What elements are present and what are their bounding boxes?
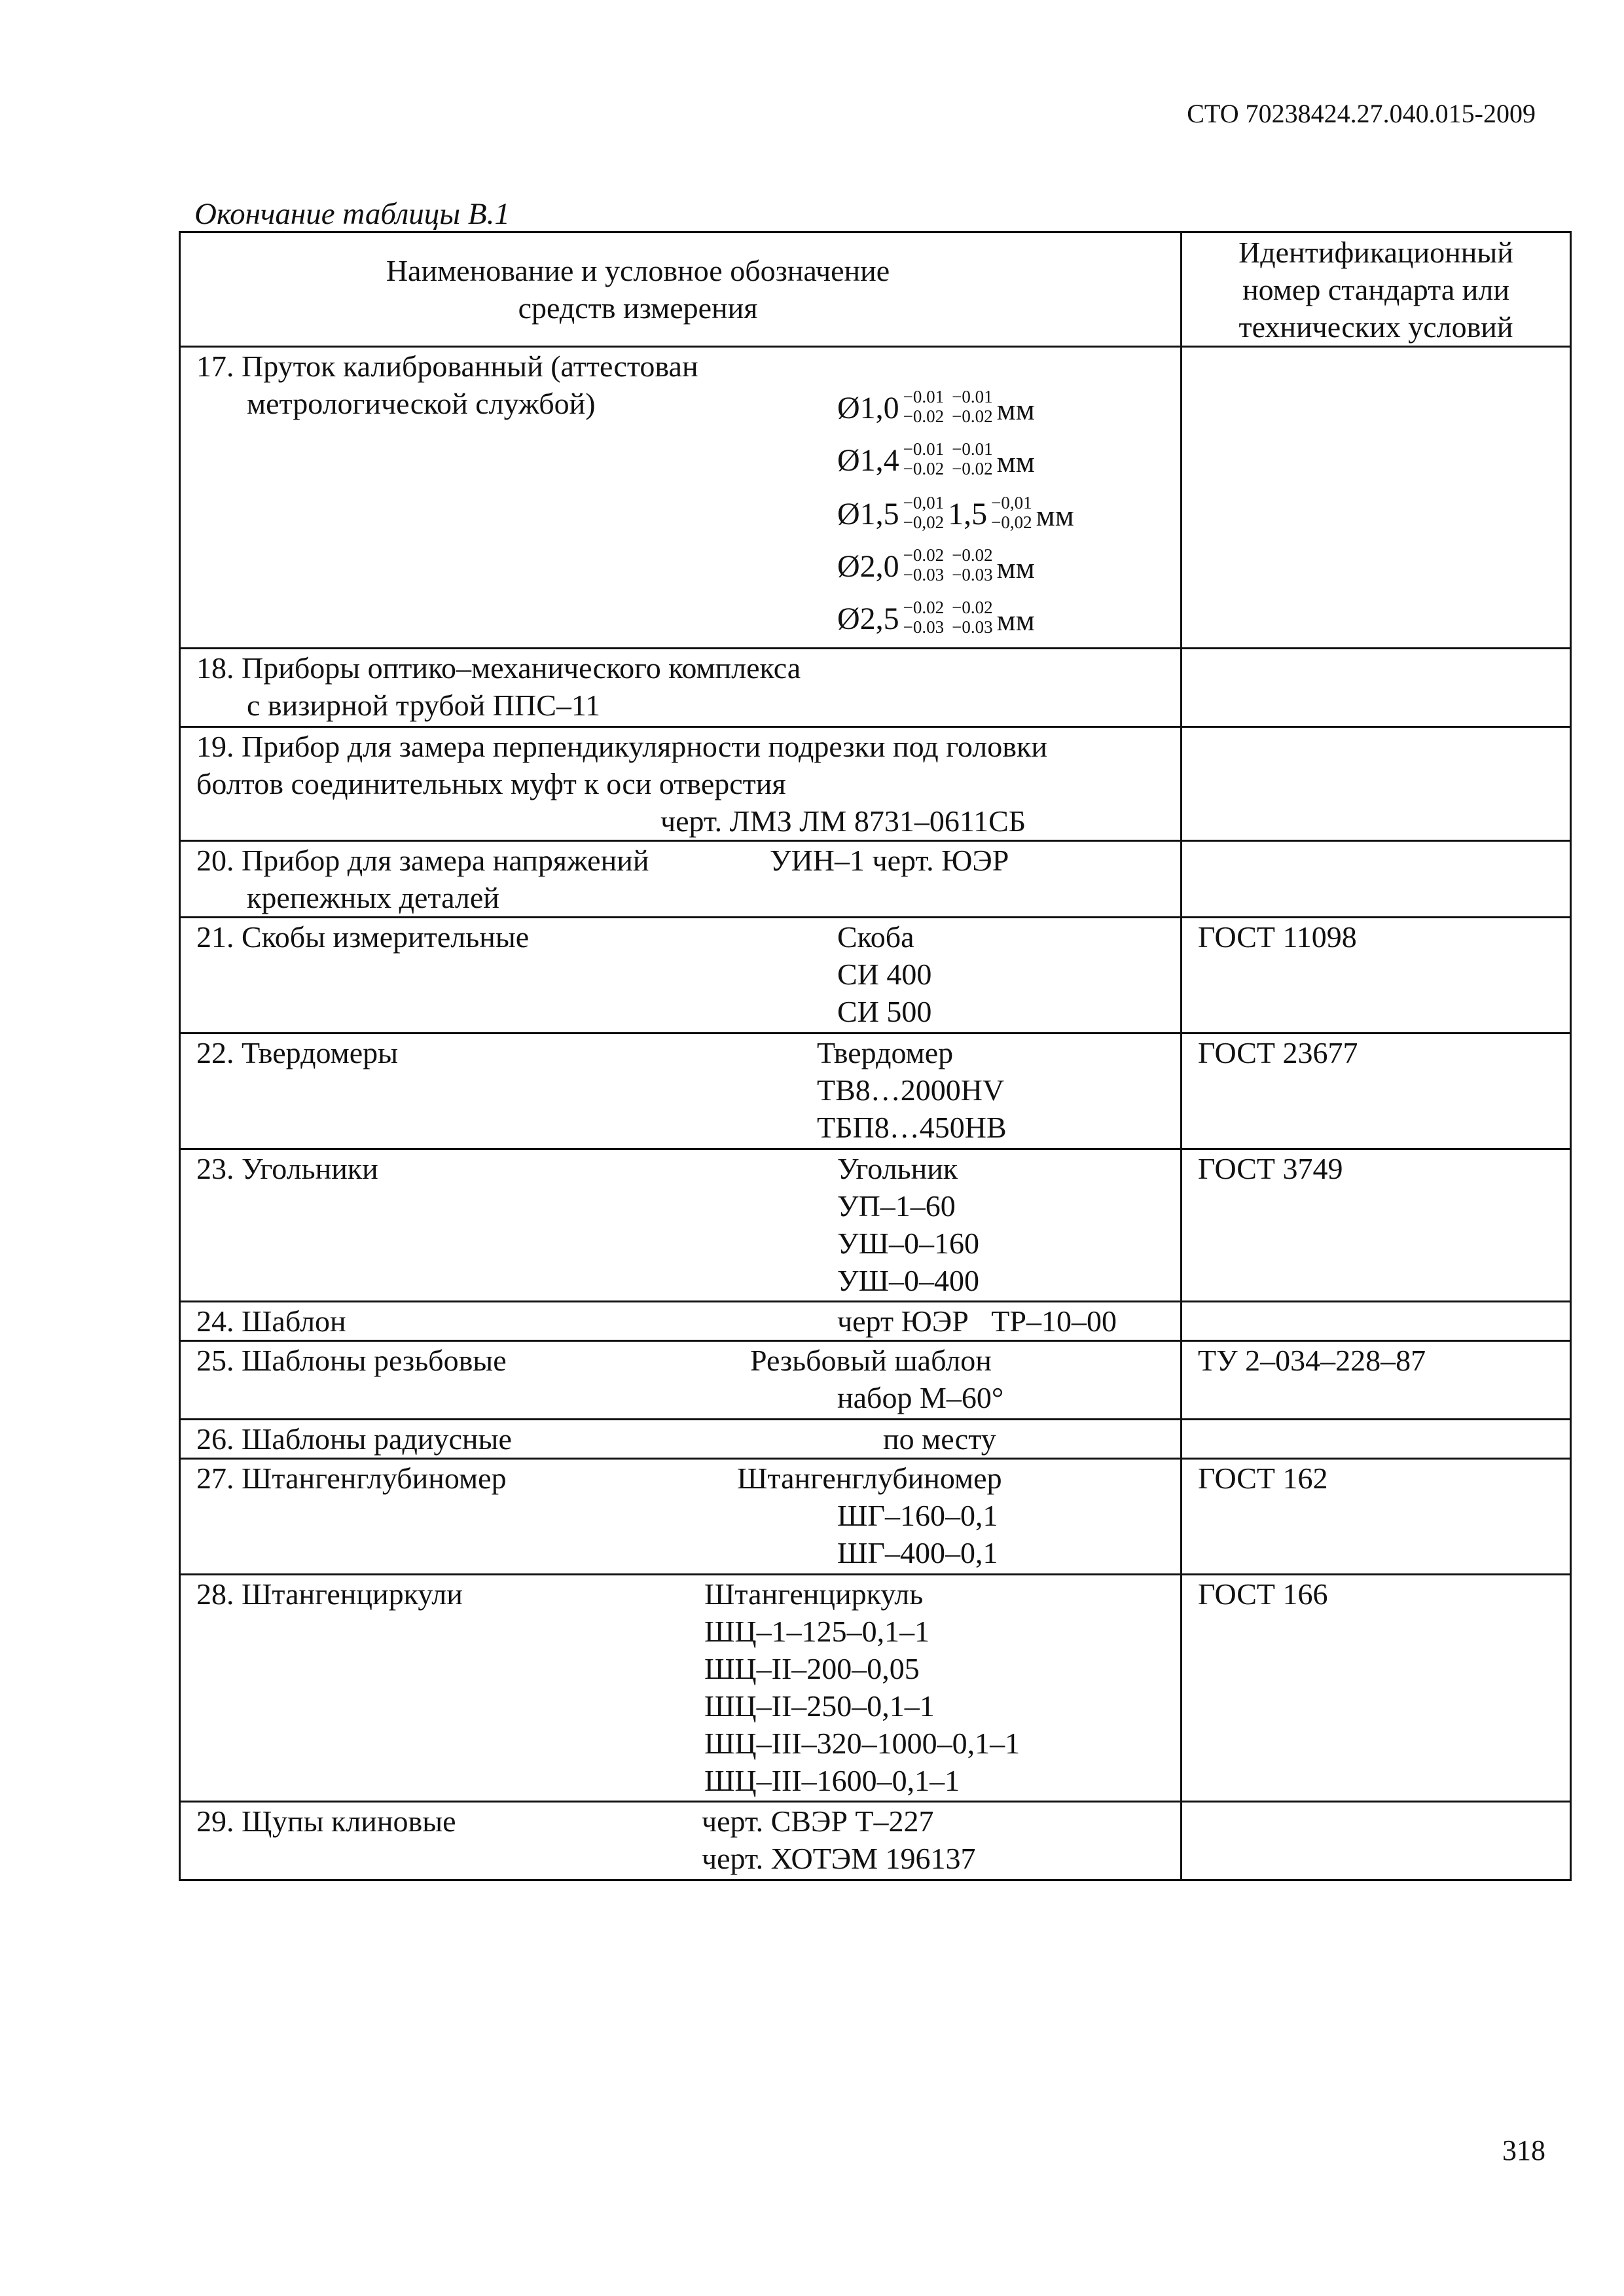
tol-upper: −0.02 xyxy=(903,545,945,565)
model-line: ШГ–160–0,1 xyxy=(837,1499,998,1532)
tool-name: 20. Прибор для замера напряжений xyxy=(196,844,649,877)
model-line: УП–1–60 xyxy=(837,1189,956,1223)
table-row xyxy=(180,1575,1571,1802)
tol-lower: −0.02 xyxy=(903,406,945,426)
model-line: ТВ8…2000HV xyxy=(817,1073,1005,1107)
table-row xyxy=(180,727,1571,841)
header-tool-name xyxy=(180,232,1182,347)
tolerance xyxy=(952,387,992,426)
tol-lower: −0.02 xyxy=(903,459,945,478)
tool-name: 22. Твердомеры xyxy=(196,1036,399,1069)
header-standard-id xyxy=(1182,232,1571,347)
model-line: Штангенглубиномер xyxy=(737,1462,1002,1495)
tool-cell xyxy=(180,1033,1182,1149)
model-line: ШГ–400–0,1 xyxy=(837,1536,998,1570)
header-line: номер стандарта или xyxy=(1242,272,1509,306)
tool-model: УИН–1 черт. ЮЭР xyxy=(770,844,1009,877)
tol-upper: −0,01 xyxy=(903,493,945,512)
tool-models xyxy=(704,1575,1020,1799)
diameter-line xyxy=(837,380,1035,433)
standard-cell: ГОСТ 162 xyxy=(1182,1459,1571,1575)
tool-cell xyxy=(180,841,1182,918)
tool-models xyxy=(817,1034,1007,1146)
tolerance xyxy=(903,598,944,637)
standard-cell xyxy=(1182,1420,1571,1459)
table-row xyxy=(180,1802,1571,1880)
model-line: ШЦ–II–250–0,1–1 xyxy=(704,1689,935,1723)
table-row xyxy=(180,1149,1571,1302)
model-line: УШ–0–400 xyxy=(837,1264,979,1297)
unit: мм xyxy=(996,393,1035,426)
tool-name: 17. Пруток калиброванный (аттестован xyxy=(196,350,698,383)
header-line: Наименование и условное обозначение xyxy=(386,254,890,287)
unit: мм xyxy=(996,445,1035,478)
standard-cell xyxy=(1182,649,1571,727)
diameter-line xyxy=(837,591,1035,643)
tol-lower: −0.03 xyxy=(952,565,993,584)
tol-lower: −0.03 xyxy=(903,617,945,637)
tool-name: 21. Скобы измерительные xyxy=(196,920,530,954)
tol-lower: −0.02 xyxy=(952,406,993,426)
tolerance xyxy=(903,387,944,426)
tool-name-cont: с визирной трубой ППС–11 xyxy=(247,689,601,722)
standard-cell xyxy=(1182,727,1571,841)
standard-cell xyxy=(1182,1802,1571,1880)
tol-upper: −0.01 xyxy=(952,439,993,459)
tolerance xyxy=(952,598,992,637)
model-line: черт ЮЭР ТР–10–00 xyxy=(837,1304,1117,1338)
table-header-row xyxy=(180,232,1571,347)
standard-cell: ГОСТ 166 xyxy=(1182,1575,1571,1802)
measurement-tools-table xyxy=(179,231,1572,1881)
model-line: УШ–0–160 xyxy=(837,1227,979,1260)
tool-name: 28. Штангенциркули xyxy=(196,1577,463,1611)
tol-lower: −0.03 xyxy=(952,617,993,637)
model-line: Угольник xyxy=(837,1152,958,1185)
tool-name-cont: крепежных деталей xyxy=(247,881,499,914)
tool-models xyxy=(837,1150,979,1299)
tool-models xyxy=(737,1460,1002,1497)
tool-name: 24. Шаблон xyxy=(196,1304,346,1338)
tool-cell xyxy=(180,1149,1182,1302)
tool-name: 29. Щупы клиновые xyxy=(196,1804,456,1838)
table-caption: Окончание таблицы В.1 xyxy=(194,197,510,231)
tolerance xyxy=(952,439,992,478)
model-line: СИ 500 xyxy=(837,995,932,1028)
model-line: по месту xyxy=(883,1422,996,1456)
tol-lower: −0,02 xyxy=(903,512,945,532)
table-row xyxy=(180,1420,1571,1459)
unit: мм xyxy=(996,551,1035,584)
standard-cell: ГОСТ 23677 xyxy=(1182,1033,1571,1149)
tol-lower: −0.02 xyxy=(952,459,993,478)
tol-lower: −0,02 xyxy=(991,512,1032,532)
tol-upper: −0.02 xyxy=(952,598,993,617)
tool-cell xyxy=(180,347,1182,649)
model-line: набор М–60° xyxy=(837,1381,1004,1414)
tool-name: 25. Шаблоны резьбовые xyxy=(196,1344,507,1377)
diameter-line xyxy=(837,539,1035,591)
model-line: Резьбовый шаблон xyxy=(750,1344,992,1377)
tool-models xyxy=(837,918,931,1030)
model-line: ШЦ–1–125–0,1–1 xyxy=(704,1615,930,1648)
tolerance xyxy=(991,493,1032,532)
model-line: ШЦ–II–200–0,05 xyxy=(704,1652,920,1685)
tool-name-cont: метрологической службой) xyxy=(247,387,596,420)
tool-cell xyxy=(180,1302,1182,1341)
model-line: ТБП8…450HB xyxy=(817,1111,1007,1144)
tool-cell xyxy=(180,1575,1182,1802)
diameter: Ø2,0 xyxy=(837,549,899,584)
tool-models xyxy=(702,1803,976,1877)
model-line: Твердомер xyxy=(817,1036,954,1069)
tool-cell xyxy=(180,727,1182,841)
tool-cell xyxy=(180,1420,1182,1459)
model-line: ШЦ–III–1600–0,1–1 xyxy=(704,1764,960,1797)
tol-upper: −0.01 xyxy=(903,439,945,459)
tool-models xyxy=(883,1420,996,1458)
table-row xyxy=(180,918,1571,1033)
model-line: черт. СВЭР Т–227 xyxy=(702,1804,934,1838)
standard-cell xyxy=(1182,841,1571,918)
diameter: Ø1,5 xyxy=(837,497,899,531)
diameter-line xyxy=(837,486,1074,539)
tool-name-cont: болтов соединительных муфт к оси отверстия xyxy=(196,767,786,800)
model-line: ШЦ–III–320–1000–0,1–1 xyxy=(704,1727,1020,1760)
model-line: Штангенциркуль xyxy=(704,1577,924,1611)
model-line: Скоба xyxy=(837,920,914,954)
model-line: СИ 400 xyxy=(837,958,932,991)
tolerance xyxy=(952,545,992,584)
diameter-line xyxy=(837,433,1035,485)
tool-cell xyxy=(180,918,1182,1033)
unit: мм xyxy=(1036,499,1074,532)
tolerance xyxy=(903,545,944,584)
header-line: Идентификационный xyxy=(1238,235,1513,269)
page-number: 318 xyxy=(1502,2134,1545,2166)
document-code: СТО 70238424.27.040.015-2009 xyxy=(1187,99,1536,128)
table-row xyxy=(180,1341,1571,1420)
tolerance xyxy=(903,439,944,478)
tool-cell xyxy=(180,649,1182,727)
model-line: черт. ХОТЭМ 196137 xyxy=(702,1842,976,1875)
tool-models xyxy=(837,1497,998,1571)
table-row xyxy=(180,347,1571,649)
diameter: Ø1,4 xyxy=(837,443,899,478)
tolerance xyxy=(903,493,944,532)
table-row xyxy=(180,1459,1571,1575)
tol-lower: −0.03 xyxy=(903,565,945,584)
tool-cell xyxy=(180,1802,1182,1880)
tol-upper: −0.02 xyxy=(903,598,945,617)
tool-models xyxy=(837,1302,1117,1340)
tool-models xyxy=(750,1342,992,1379)
tol-upper: −0.01 xyxy=(903,387,945,406)
tool-name: 19. Прибор для замера перпендикулярности подрезки под головки xyxy=(196,730,1047,763)
unit: мм xyxy=(996,603,1035,637)
tool-name: 27. Штангенглубиномер xyxy=(196,1462,507,1495)
tool-cell xyxy=(180,1341,1182,1420)
diameter: Ø2,5 xyxy=(837,601,899,636)
tol-upper: −0.02 xyxy=(952,545,993,565)
tool-name: 23. Угольники xyxy=(196,1152,378,1185)
table-row xyxy=(180,1033,1571,1149)
standard-cell: ГОСТ 3749 xyxy=(1182,1149,1571,1302)
diameter: Ø1,0 xyxy=(837,391,899,425)
tool-models xyxy=(837,1379,1003,1416)
standard-cell: ТУ 2–034–228–87 xyxy=(1182,1341,1571,1420)
header-line: технических условий xyxy=(1238,310,1513,344)
drawing-ref: черт. ЛМЗ ЛМ 8731–0611СБ xyxy=(660,804,1026,838)
diameter-2: 1,5 xyxy=(948,497,988,531)
tool-cell xyxy=(180,1459,1182,1575)
tool-name: 18. Приборы оптико–механического комплекса xyxy=(196,651,801,685)
standard-cell: ГОСТ 11098 xyxy=(1182,918,1571,1033)
table-row xyxy=(180,649,1571,727)
header-line: средств измерения xyxy=(518,291,758,325)
standard-cell xyxy=(1182,1302,1571,1341)
standard-cell xyxy=(1182,347,1571,649)
table-row xyxy=(180,1302,1571,1341)
tol-upper: −0,01 xyxy=(991,493,1032,512)
tol-upper: −0.01 xyxy=(952,387,993,406)
table-row xyxy=(180,841,1571,918)
tool-name: 26. Шаблоны радиусные xyxy=(196,1422,512,1456)
